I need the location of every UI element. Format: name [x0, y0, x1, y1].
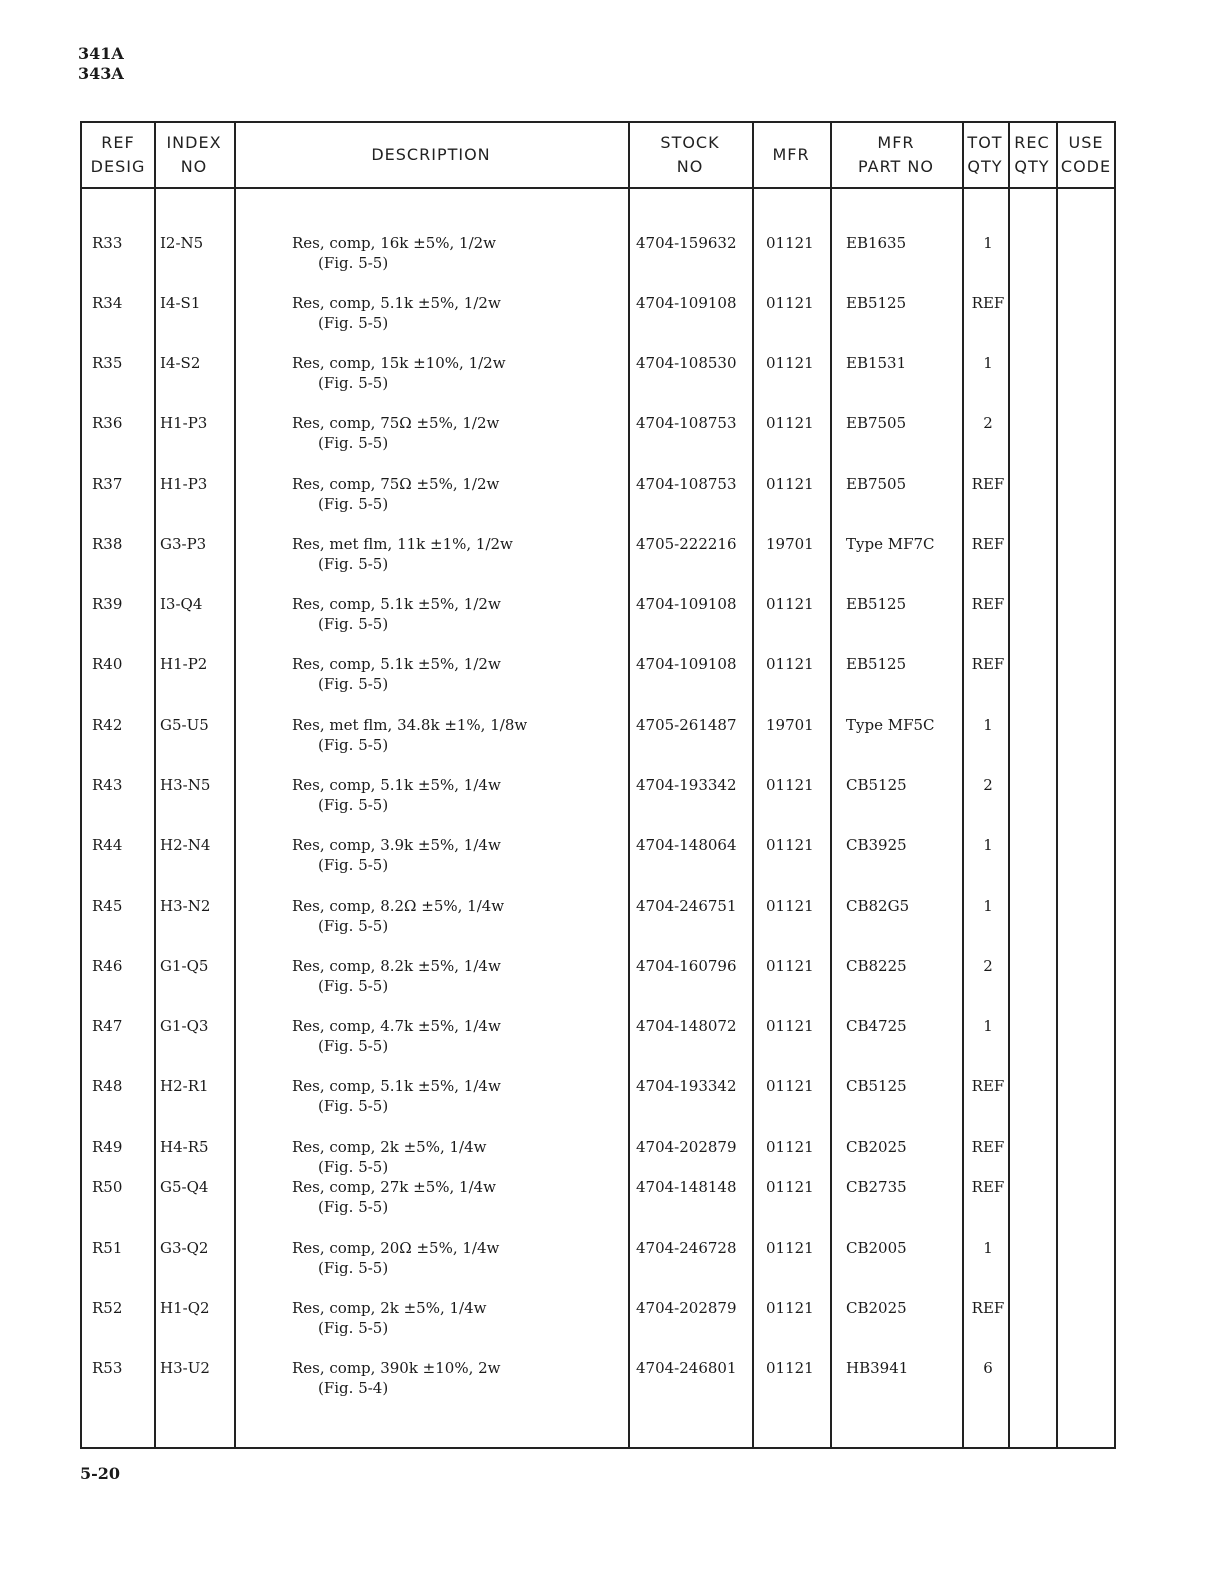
- description: [292, 1137, 486, 1177]
- description: [292, 956, 501, 996]
- description: [292, 233, 496, 273]
- tot-qty: REF: [971, 475, 1005, 493]
- table-row: [82, 1238, 1114, 1282]
- table-row: [82, 1358, 1114, 1402]
- description: [292, 413, 499, 453]
- ref-desig: R43: [92, 776, 123, 794]
- index-no: G3-P3: [160, 535, 207, 553]
- stock-no: 4705-222216: [636, 535, 737, 553]
- ref-desig: R49: [92, 1138, 123, 1156]
- ref-desig: R37: [92, 475, 123, 493]
- table-row: [82, 534, 1114, 578]
- mfr-part-no: EB5125: [846, 294, 907, 312]
- stock-no: 4704-246751: [636, 897, 737, 915]
- figure-reference: (Fig. 5-5): [318, 675, 389, 693]
- mfr-code: 01121: [766, 957, 814, 975]
- figure-reference: (Fig. 5-5): [318, 495, 389, 513]
- mfr-code: 01121: [766, 655, 814, 673]
- table-header: [82, 123, 1114, 189]
- table-row: [82, 775, 1114, 819]
- description: [292, 474, 499, 514]
- mfr-code: 01121: [766, 1017, 814, 1035]
- mfr-code: 01121: [766, 836, 814, 854]
- mfr-part-no: CB3925: [846, 836, 907, 854]
- description-text: Res, comp, 3.9k ±5%, 1/4w: [292, 836, 501, 854]
- tot-qty: 2: [983, 414, 993, 432]
- index-no: I4-S1: [160, 294, 201, 312]
- description: [292, 654, 501, 694]
- mfr-code: 01121: [766, 1178, 814, 1196]
- mfr-part-no: EB1531: [846, 354, 907, 372]
- description: [292, 835, 501, 875]
- figure-reference: (Fig. 5-5): [318, 1198, 389, 1216]
- ref-desig: R53: [92, 1359, 123, 1377]
- tot-qty: 1: [983, 716, 993, 734]
- index-no: I4-S2: [160, 354, 201, 372]
- mfr-part-no: CB4725: [846, 1017, 907, 1035]
- figure-reference: (Fig. 5-5): [318, 736, 389, 754]
- parts-list-table: [80, 121, 1116, 1449]
- table-row: [82, 594, 1114, 638]
- stock-no: 4704-108530: [636, 354, 737, 372]
- description: [292, 1076, 501, 1116]
- mfr-code: 01121: [766, 897, 814, 915]
- header-stock-no: STOCK NO: [660, 133, 720, 176]
- stock-no: 4704-148072: [636, 1017, 737, 1035]
- description-text: Res, comp, 8.2k ±5%, 1/4w: [292, 957, 501, 975]
- mfr-part-no: EB5125: [846, 655, 907, 673]
- mfr-code: 01121: [766, 1138, 814, 1156]
- table-row: [82, 1076, 1114, 1120]
- description-text: Res, met flm, 11k ±1%, 1/2w: [292, 535, 513, 553]
- description-text: Res, comp, 2k ±5%, 1/4w: [292, 1299, 487, 1317]
- mfr-part-no: CB5125: [846, 1077, 907, 1095]
- header-index-no: INDEX NO: [166, 133, 222, 176]
- figure-reference: (Fig. 5-5): [318, 374, 389, 392]
- figure-reference: (Fig. 5-5): [318, 977, 389, 995]
- table-row: [82, 1298, 1114, 1342]
- description: [292, 1016, 501, 1056]
- table-row: [82, 474, 1114, 518]
- tot-qty: REF: [971, 1178, 1005, 1196]
- index-no: H1-Q2: [160, 1299, 210, 1317]
- description-text: Res, comp, 5.1k ±5%, 1/2w: [292, 595, 501, 613]
- description-text: Res, comp, 2k ±5%, 1/4w: [292, 1138, 487, 1156]
- description-text: Res, comp, 27k ±5%, 1/4w: [292, 1178, 497, 1196]
- figure-reference: (Fig. 5-5): [318, 314, 389, 332]
- tot-qty: 1: [983, 897, 993, 915]
- stock-no: 4704-193342: [636, 776, 737, 794]
- stock-no: 4704-246728: [636, 1239, 737, 1257]
- description-text: Res, comp, 20Ω ±5%, 1/4w: [292, 1239, 500, 1257]
- tot-qty: REF: [971, 1299, 1005, 1317]
- description-text: Res, comp, 75Ω ±5%, 1/2w: [292, 414, 500, 432]
- figure-reference: (Fig. 5-5): [318, 555, 389, 573]
- tot-qty: 1: [983, 836, 993, 854]
- figure-reference: (Fig. 5-5): [318, 917, 389, 935]
- mfr-code: 01121: [766, 234, 814, 252]
- ref-desig: R40: [92, 655, 123, 673]
- mfr-code: 01121: [766, 294, 814, 312]
- table-row: [82, 654, 1114, 698]
- table-row: [82, 293, 1114, 337]
- stock-no: 4704-202879: [636, 1299, 737, 1317]
- header-use-code: USE CODE: [1060, 133, 1112, 176]
- mfr-code: 01121: [766, 1239, 814, 1257]
- description: [292, 534, 513, 574]
- index-no: H1-P2: [160, 655, 208, 673]
- stock-no: 4704-109108: [636, 595, 737, 613]
- stock-no: 4704-148064: [636, 836, 737, 854]
- ref-desig: R47: [92, 1017, 123, 1035]
- tot-qty: REF: [971, 595, 1005, 613]
- index-no: H1-P3: [160, 414, 208, 432]
- table-row: [82, 233, 1114, 277]
- tot-qty: 1: [983, 1239, 993, 1257]
- stock-no: 4704-246801: [636, 1359, 737, 1377]
- header-ref-desig: REF DESIG: [90, 133, 146, 176]
- figure-reference: (Fig. 5-5): [318, 1259, 389, 1277]
- table-row: [82, 1016, 1114, 1060]
- index-no: H2-R1: [160, 1077, 209, 1095]
- table-row: [82, 413, 1114, 457]
- stock-no: 4705-261487: [636, 716, 737, 734]
- mfr-code: 01121: [766, 1077, 814, 1095]
- table-row: [82, 1137, 1114, 1181]
- description-text: Res, comp, 5.1k ±5%, 1/4w: [292, 776, 501, 794]
- tot-qty: REF: [971, 655, 1005, 673]
- stock-no: 4704-108753: [636, 414, 737, 432]
- stock-no: 4704-109108: [636, 655, 737, 673]
- ref-desig: R35: [92, 354, 123, 372]
- index-no: H3-N5: [160, 776, 211, 794]
- description-text: Res, comp, 75Ω ±5%, 1/2w: [292, 475, 500, 493]
- description: [292, 293, 501, 333]
- tot-qty: 1: [983, 1017, 993, 1035]
- ref-desig: R46: [92, 957, 123, 975]
- mfr-code: 01121: [766, 354, 814, 372]
- description: [292, 896, 504, 936]
- mfr-part-no: Type MF5C: [846, 716, 935, 734]
- mfr-part-no: CB82G5: [846, 897, 910, 915]
- tot-qty: 6: [983, 1359, 993, 1377]
- tot-qty: 1: [983, 234, 993, 252]
- tot-qty: 1: [983, 354, 993, 372]
- stock-no: 4704-193342: [636, 1077, 737, 1095]
- header-mfr-part-no: MFR PART NO: [858, 133, 934, 176]
- index-no: G5-Q4: [160, 1178, 209, 1196]
- figure-reference: (Fig. 5-5): [318, 796, 389, 814]
- description: [292, 353, 506, 393]
- table-row: [82, 896, 1114, 940]
- index-no: G5-U5: [160, 716, 209, 734]
- description-text: Res, comp, 5.1k ±5%, 1/2w: [292, 294, 501, 312]
- header-description: DESCRIPTION: [371, 145, 491, 164]
- mfr-code: 01121: [766, 595, 814, 613]
- table-row: [82, 956, 1114, 1000]
- model-number-343a: 343A: [78, 64, 124, 83]
- tot-qty: REF: [971, 1077, 1005, 1095]
- table-row: [82, 1177, 1114, 1221]
- description-text: Res, comp, 15k ±10%, 1/2w: [292, 354, 506, 372]
- mfr-part-no: CB2005: [846, 1239, 907, 1257]
- tot-qty: 2: [983, 776, 993, 794]
- description-text: Res, met flm, 34.8k ±1%, 1/8w: [292, 716, 528, 734]
- mfr-code: 19701: [766, 535, 814, 553]
- ref-desig: R36: [92, 414, 123, 432]
- stock-no: 4704-109108: [636, 294, 737, 312]
- index-no: H3-N2: [160, 897, 211, 915]
- index-no: G1-Q3: [160, 1017, 209, 1035]
- ref-desig: R51: [92, 1239, 123, 1257]
- description-text: Res, comp, 5.1k ±5%, 1/2w: [292, 655, 501, 673]
- figure-reference: (Fig. 5-5): [318, 1158, 389, 1176]
- figure-reference: (Fig. 5-5): [318, 856, 389, 874]
- mfr-code: 01121: [766, 414, 814, 432]
- figure-reference: (Fig. 5-5): [318, 615, 389, 633]
- page-number: 5-20: [80, 1464, 121, 1483]
- index-no: G3-Q2: [160, 1239, 209, 1257]
- stock-no: 4704-160796: [636, 957, 737, 975]
- description: [292, 775, 501, 815]
- index-no: G1-Q5: [160, 957, 209, 975]
- header-tot-qty: TOT QTY: [967, 133, 1003, 176]
- description: [292, 1298, 486, 1338]
- mfr-part-no: CB8225: [846, 957, 907, 975]
- figure-reference: (Fig. 5-5): [318, 1319, 389, 1337]
- description-text: Res, comp, 5.1k ±5%, 1/4w: [292, 1077, 501, 1095]
- figure-reference: (Fig. 5-4): [318, 1379, 389, 1397]
- ref-desig: R42: [92, 716, 123, 734]
- description: [292, 594, 501, 634]
- mfr-part-no: EB5125: [846, 595, 907, 613]
- ref-desig: R33: [92, 234, 123, 252]
- ref-desig: R39: [92, 595, 123, 613]
- mfr-code: 01121: [766, 1299, 814, 1317]
- stock-no: 4704-159632: [636, 234, 737, 252]
- description: [292, 1177, 496, 1217]
- index-no: H3-U2: [160, 1359, 210, 1377]
- ref-desig: R44: [92, 836, 123, 854]
- figure-reference: (Fig. 5-5): [318, 1097, 389, 1115]
- table-row: [82, 353, 1114, 397]
- mfr-part-no: Type MF7C: [846, 535, 935, 553]
- ref-desig: R48: [92, 1077, 123, 1095]
- mfr-code: 01121: [766, 1359, 814, 1377]
- ref-desig: R50: [92, 1178, 123, 1196]
- description-text: Res, comp, 390k ±10%, 2w: [292, 1359, 501, 1377]
- mfr-code: 19701: [766, 716, 814, 734]
- mfr-part-no: CB5125: [846, 776, 907, 794]
- mfr-part-no: HB3941: [846, 1359, 909, 1377]
- table-row: [82, 715, 1114, 759]
- mfr-part-no: CB2735: [846, 1178, 907, 1196]
- description: [292, 1358, 501, 1398]
- ref-desig: R38: [92, 535, 123, 553]
- model-number-341a: 341A: [78, 44, 124, 63]
- mfr-part-no: EB1635: [846, 234, 907, 252]
- mfr-code: 01121: [766, 776, 814, 794]
- description-text: Res, comp, 8.2Ω ±5%, 1/4w: [292, 897, 505, 915]
- stock-no: 4704-108753: [636, 475, 737, 493]
- header-mfr: MFR: [772, 145, 810, 164]
- mfr-part-no: EB7505: [846, 475, 907, 493]
- index-no: I2-N5: [160, 234, 204, 252]
- description-text: Res, comp, 4.7k ±5%, 1/4w: [292, 1017, 501, 1035]
- ref-desig: R52: [92, 1299, 123, 1317]
- mfr-code: 01121: [766, 475, 814, 493]
- figure-reference: (Fig. 5-5): [318, 1037, 389, 1055]
- tot-qty: REF: [971, 1138, 1005, 1156]
- description-text: Res, comp, 16k ±5%, 1/2w: [292, 234, 497, 252]
- index-no: H2-N4: [160, 836, 211, 854]
- ref-desig: R45: [92, 897, 123, 915]
- tot-qty: REF: [971, 294, 1005, 312]
- table-row: [82, 835, 1114, 879]
- index-no: H4-R5: [160, 1138, 209, 1156]
- header-rec-qty: REC QTY: [1014, 133, 1050, 176]
- description: [292, 715, 527, 755]
- mfr-part-no: CB2025: [846, 1299, 907, 1317]
- figure-reference: (Fig. 5-5): [318, 434, 389, 452]
- mfr-part-no: EB7505: [846, 414, 907, 432]
- figure-reference: (Fig. 5-5): [318, 254, 389, 272]
- tot-qty: 2: [983, 957, 993, 975]
- stock-no: 4704-202879: [636, 1138, 737, 1156]
- mfr-part-no: CB2025: [846, 1138, 907, 1156]
- index-no: H1-P3: [160, 475, 208, 493]
- ref-desig: R34: [92, 294, 123, 312]
- description: [292, 1238, 499, 1278]
- stock-no: 4704-148148: [636, 1178, 737, 1196]
- tot-qty: REF: [971, 535, 1005, 553]
- index-no: I3-Q4: [160, 595, 203, 613]
